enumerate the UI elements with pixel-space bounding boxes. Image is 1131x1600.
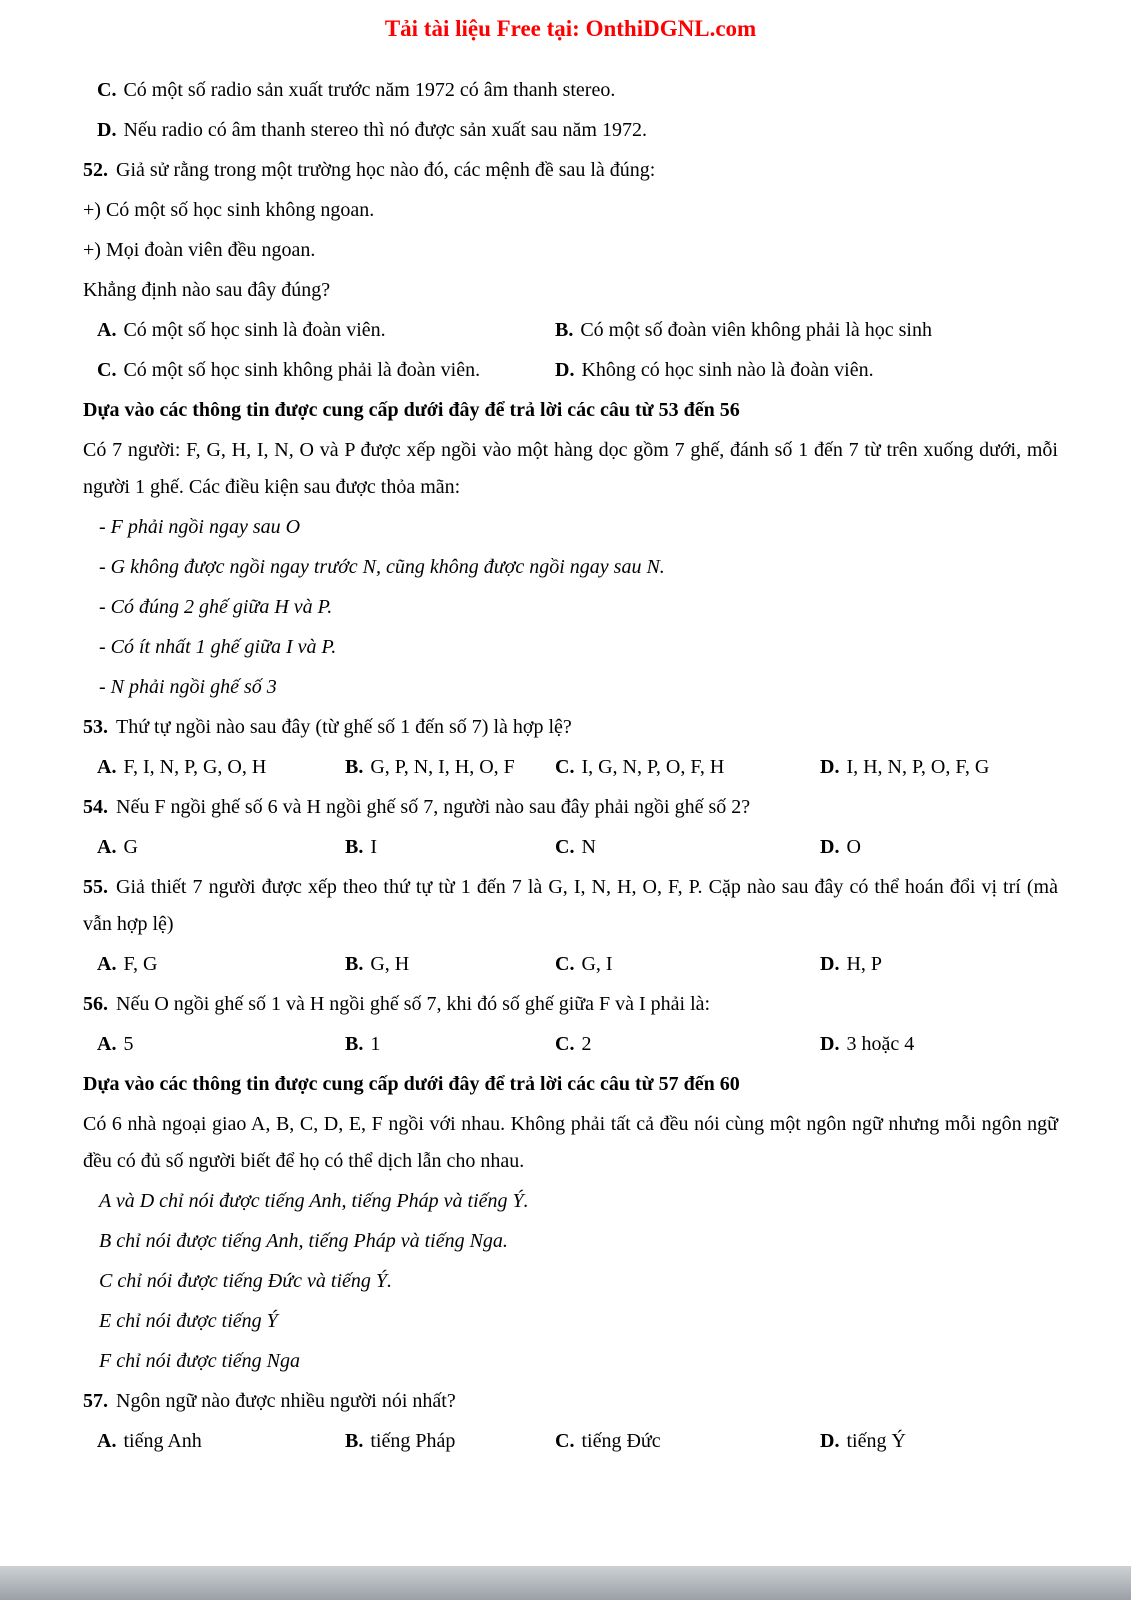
options-row — [83, 1026, 1058, 1063]
option-label: D. — [820, 1033, 840, 1055]
section-header: Dựa vào các thông tin được cung cấp dưới đây để trả lời các câu từ 53 đến 56 — [83, 399, 740, 421]
option-label: C. — [555, 1033, 575, 1055]
question-number: 56. — [83, 993, 108, 1015]
answer-option — [345, 946, 555, 983]
question-text: Thứ tự ngồi nào sau đây (từ ghế số 1 đến số 7) là hợp lệ? — [116, 716, 572, 738]
option-text: Có một số đoàn viên không phải là học sinh — [580, 319, 932, 341]
answer-option — [555, 1423, 820, 1460]
question-text: Ngôn ngữ nào được nhiều người nói nhất? — [116, 1390, 456, 1412]
condition-line: E chỉ nói được tiếng Ý — [99, 1310, 278, 1332]
question-line — [83, 709, 1058, 746]
option-label: A. — [97, 953, 117, 975]
options-row — [83, 749, 1058, 786]
question-number: 55. — [83, 876, 108, 898]
answer-option — [345, 749, 555, 786]
question-text: Giả thiết 7 người được xếp theo thứ tự từ 1 đến 7 là G, I, N, H, O, F, P. Cặp nào sau đây có thể hoán đổi vị trí (mà vẫn hợp lệ) — [83, 876, 1058, 935]
answer-option — [97, 1423, 345, 1460]
answer-option — [555, 946, 820, 983]
answer-option — [820, 749, 1058, 786]
question-text: Nếu O ngồi ghế số 1 và H ngồi ghế số 7, khi đó số ghế giữa F và I phải là: — [116, 993, 711, 1015]
option-text: Nếu radio có âm thanh stereo thì nó được sản xuất sau năm 1972. — [123, 119, 647, 141]
question-line — [83, 986, 1058, 1023]
option-label: D. — [555, 359, 575, 381]
option-label: C. — [555, 836, 575, 858]
option-label: B. — [555, 319, 574, 341]
options-row — [83, 829, 1058, 866]
options-row — [83, 1423, 1058, 1460]
option-text: Có một số radio sản xuất trước năm 1972 có âm thanh stereo. — [123, 79, 616, 101]
question-number: 53. — [83, 716, 108, 738]
option-text: O — [846, 836, 861, 858]
page-header: Tải tài liệu Free tại: OnthiDGNL.com — [384, 16, 757, 41]
option-label: C. — [97, 359, 117, 381]
option-text: I, G, N, P, O, F, H — [581, 756, 725, 778]
answer-option — [97, 352, 555, 389]
answer-option — [345, 829, 555, 866]
options-row — [83, 946, 1058, 983]
option-text: F, I, N, P, G, O, H — [123, 756, 267, 778]
answer-option — [555, 829, 820, 866]
document-content — [83, 72, 1058, 1460]
answer-option — [555, 352, 1058, 389]
question-line — [83, 1383, 1058, 1420]
question-line — [83, 789, 1058, 826]
text-line: Khẳng định nào sau đây đúng? — [83, 279, 331, 301]
condition-line: - Có ít nhất 1 ghế giữa I và P. — [99, 636, 337, 658]
option-label: B. — [345, 1033, 364, 1055]
option-text: tiếng Pháp — [370, 1430, 456, 1452]
answer-option — [555, 749, 820, 786]
option-label: A. — [97, 756, 117, 778]
option-label: D. — [820, 1430, 840, 1452]
question-number: 52. — [83, 159, 108, 181]
option-label: D. — [820, 953, 840, 975]
answer-option — [555, 312, 1058, 349]
option-text: 2 — [581, 1033, 592, 1055]
question-number: 54. — [83, 796, 108, 818]
condition-line: F chỉ nói được tiếng Nga — [99, 1350, 300, 1372]
option-text: F, G — [123, 953, 158, 975]
question-line — [83, 152, 1058, 189]
text-line: +) Có một số học sinh không ngoan. — [83, 199, 375, 221]
option-text: tiếng Đức — [581, 1430, 661, 1452]
answer-option — [97, 829, 345, 866]
option-text: 5 — [123, 1033, 134, 1055]
page-bottom-edge — [0, 1566, 1131, 1600]
answer-option — [555, 1026, 820, 1063]
option-label: D. — [820, 836, 840, 858]
answer-option — [83, 112, 1058, 149]
answer-option — [820, 946, 1058, 983]
condition-line: - N phải ngồi ghế số 3 — [99, 676, 277, 698]
option-label: A. — [97, 1430, 117, 1452]
option-text: G, I — [581, 953, 613, 975]
answer-option — [97, 946, 345, 983]
condition-line: - F phải ngồi ngay sau O — [99, 516, 301, 538]
question-text: Giả sử rằng trong một trường học nào đó, các mệnh đề sau là đúng: — [116, 159, 656, 181]
section-header: Dựa vào các thông tin được cung cấp dưới đây để trả lời các câu từ 57 đến 60 — [83, 1073, 740, 1095]
option-text: I, H, N, P, O, F, G — [846, 756, 990, 778]
option-label: B. — [345, 756, 364, 778]
option-label: C. — [555, 1430, 575, 1452]
text-line: +) Mọi đoàn viên đều ngoan. — [83, 239, 316, 261]
paragraph: Có 7 người: F, G, H, I, N, O và P được xếp ngồi vào một hàng dọc gồm 7 ghế, đánh số 1 đến 7 từ trên xuống dưới, mỗi người 1 ghế. Các điều kiện sau được thỏa mãn: — [83, 439, 1058, 498]
condition-line: B chỉ nói được tiếng Anh, tiếng Pháp và tiếng Nga. — [99, 1230, 508, 1252]
condition-line: - G không được ngồi ngay trước N, cũng không được ngồi ngay sau N. — [99, 556, 665, 578]
option-text: Có một số học sinh là đoàn viên. — [123, 319, 386, 341]
option-text: 1 — [370, 1033, 381, 1055]
option-label: B. — [345, 953, 364, 975]
option-text: G, P, N, I, H, O, F — [370, 756, 515, 778]
option-text: I — [370, 836, 378, 858]
answer-option — [345, 1026, 555, 1063]
option-text: tiếng Anh — [123, 1430, 202, 1452]
answer-option — [83, 72, 1058, 109]
option-text: N — [581, 836, 596, 858]
answer-option — [97, 1026, 345, 1063]
option-label: B. — [345, 836, 364, 858]
question-number: 57. — [83, 1390, 108, 1412]
option-label: D. — [820, 756, 840, 778]
answer-option — [820, 1423, 1058, 1460]
option-label: A. — [97, 836, 117, 858]
option-text: Có một số học sinh không phải là đoàn viên. — [123, 359, 481, 381]
option-text: Không có học sinh nào là đoàn viên. — [581, 359, 874, 381]
option-label: A. — [97, 1033, 117, 1055]
option-label: C. — [97, 79, 117, 101]
condition-line: - Có đúng 2 ghế giữa H và P. — [99, 596, 333, 618]
option-text: G — [123, 836, 138, 858]
answer-option — [97, 749, 345, 786]
answer-option — [97, 312, 555, 349]
options-row — [83, 312, 1058, 349]
question-text: Nếu F ngồi ghế số 6 và H ngồi ghế số 7, người nào sau đây phải ngồi ghế số 2? — [116, 796, 751, 818]
option-text: tiếng Ý — [846, 1430, 906, 1452]
option-label: C. — [555, 756, 575, 778]
option-text: H, P — [846, 953, 883, 975]
option-label: A. — [97, 319, 117, 341]
option-label: B. — [345, 1430, 364, 1452]
option-label: D. — [97, 119, 117, 141]
condition-line: A và D chỉ nói được tiếng Anh, tiếng Pháp và tiếng Ý. — [99, 1190, 529, 1212]
answer-option — [820, 1026, 1058, 1063]
answer-option — [820, 829, 1058, 866]
option-text: G, H — [370, 953, 410, 975]
options-row — [83, 352, 1058, 389]
option-text: 3 hoặc 4 — [846, 1033, 915, 1055]
question-line — [83, 869, 1058, 943]
option-label: C. — [555, 953, 575, 975]
condition-line: C chỉ nói được tiếng Đức và tiếng Ý. — [99, 1270, 392, 1292]
paragraph: Có 6 nhà ngoại giao A, B, C, D, E, F ngồi với nhau. Không phải tất cả đều nói cùng một ngôn ngữ nhưng mỗi ngôn ngữ đều có đủ số người biết để họ có thể dịch lẫn cho nhau. — [83, 1113, 1058, 1172]
answer-option — [345, 1423, 555, 1460]
